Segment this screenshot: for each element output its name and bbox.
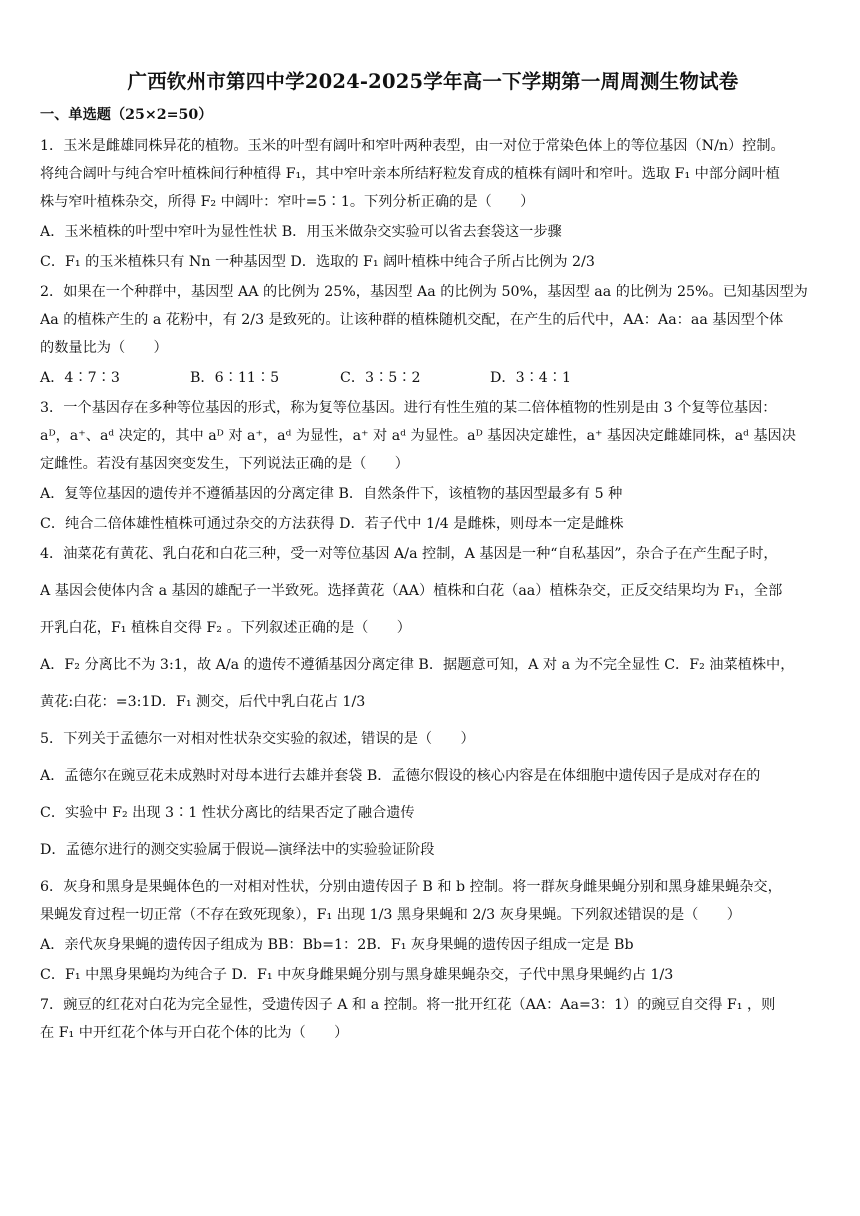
page-title: 广西钦州市第四中学2024-2025学年高一下学期第一周周测生物试卷 <box>127 70 739 93</box>
question-6 <box>40 873 826 929</box>
question-5-option-d: D．孟德尔进行的测交实验属于假说—演绎法中的实验验证阶段 <box>40 842 435 858</box>
question-text-line: aᴰ，a⁺、aᵈ 决定的，其中 aᴰ 对 a⁺，aᵈ 为显性，a⁺ 对 aᵈ 为显性。aᴰ 基因决定雄性，a⁺ 基因决定雌雄同株，aᵈ 基因决 <box>40 428 796 444</box>
question-1 <box>40 132 826 216</box>
question-4-options-line-2: 黄花:白花：=3:1D．F₁ 测交，后代中乳白花占 1/3 <box>40 694 366 710</box>
question-text-line: 5．下列关于孟德尔一对相对性状杂交实验的叙述，错误的是（ ） <box>40 731 475 747</box>
question-text-line: A 基因会使体内含 a 基因的雄配子一半致死。选择黄花（AA）植株和白花（aa）植株杂交，正反交结果均为 F₁，全部 <box>40 583 783 599</box>
question-text-line: 的数量比为（ ） <box>40 340 168 356</box>
question-text-line: 1．玉米是雌雄同株异花的植物。玉米的叶型有阔叶和窄叶两种表型，由一对位于常染色体上的等位基因（N/n）控制。 <box>40 138 785 154</box>
question-5-options-ab: A．孟德尔在豌豆花未成熟时对母本进行去雄并套袋 B．孟德尔假设的核心内容是在体细胞中遗传因子是成对存在的 <box>40 768 761 784</box>
question-text-line: 3．一个基因存在多种等位基因的形式，称为复等位基因。进行有性生殖的某二倍体植物的性别是由 3 个复等位基因： <box>40 400 777 416</box>
question-text-line: 定雌性。若没有基因突变发生，下列说法正确的是（ ） <box>40 456 409 472</box>
question-4 <box>40 540 826 642</box>
question-text-line: Aa 的植株产生的 a 花粉中，有 2/3 是致死的。让该种群的植株随机交配，在产生的后代中，AA：Aa：aa 基因型个体 <box>40 312 784 328</box>
question-text-line: 开乳白花，F₁ 植株自交得 F₂ 。下列叙述正确的是（ ） <box>40 620 411 636</box>
question-6-options-ab: A．亲代灰身果蝇的遗传因子组成为 BB：Bb=1：2B．F₁ 灰身果蝇的遗传因子组成一定是 Bb <box>40 937 634 953</box>
question-1-options-ab: A．玉米植株的叶型中窄叶为显性性状 B．用玉米做杂交实验可以省去套袋这一步骤 <box>40 224 562 240</box>
question-text-line: 果蝇发育过程一切正常（不存在致死现象），F₁ 出现 1/3 黑身果蝇和 2/3 灰身果蝇。下列叙述错误的是（ ） <box>40 907 741 923</box>
question-text-line: 2．如果在一个种群中，基因型 AA 的比例为 25%，基因型 Aa 的比例为 50%，基因型 aa 的比例为 25%。已知基因型为 <box>40 284 808 300</box>
question-4-options-line-1: A．F₂ 分离比不为 3:1，故 A/a 的遗传不遵循基因分离定律 B．据题意可知，A 对 a 为不完全显性 C．F₂ 油菜植株中， <box>40 657 795 673</box>
question-text-line: 7．豌豆的红花对白花为完全显性，受遗传因子 A 和 a 控制。将一批开红花（AA：Aa=3：1）的豌豆自交得 F₁ ，则 <box>40 997 776 1013</box>
option-d: D．3∶4∶1 <box>490 370 572 386</box>
question-5-option-c: C．实验中 F₂ 出现 3∶1 性状分离比的结果否定了融合遗传 <box>40 805 415 821</box>
option-a: A．4∶7∶3 <box>40 370 120 386</box>
question-3-options-cd: C．纯合二倍体雄性植株可通过杂交的方法获得 D．若子代中 1/4 是雌株，则母本一定是雌株 <box>40 516 624 532</box>
option-b: B．6∶11∶5 <box>190 370 280 386</box>
question-1-options-cd: C．F₁ 的玉米植株只有 Nn 一种基因型 D．选取的 F₁ 阔叶植株中纯合子所占比例为 2/3 <box>40 254 595 270</box>
question-3-options-ab: A．复等位基因的遗传并不遵循基因的分离定律 B．自然条件下，该植物的基因型最多有 5 种 <box>40 486 623 502</box>
question-text-line: 将纯合阔叶与纯合窄叶植株间行种植得 F₁，其中窄叶亲本所结籽粒发育成的植株有阔叶和窄叶。选取 F₁ 中部分阔叶植 <box>40 166 780 182</box>
question-6-options-cd: C．F₁ 中黑身果蝇均为纯合子 D．F₁ 中灰身雌果蝇分别与黑身雄果蝇杂交，子代中黑身果蝇约占 1/3 <box>40 967 674 983</box>
question-2 <box>40 278 826 362</box>
option-c: C．3∶5∶2 <box>340 370 421 386</box>
question-text-line: 在 F₁ 中开红花个体与开白花个体的比为（ ） <box>40 1025 349 1041</box>
section-heading: 一、单选题（25×2=50） <box>40 107 213 123</box>
question-text-line: 6．灰身和黑身是果蝇体色的一对相对性状，分别由遗传因子 B 和 b 控制。将一群灰身雌果蝇分别和黑身雄果蝇杂交， <box>40 879 782 895</box>
question-text-line: 株与窄叶植株杂交，所得 F₂ 中阔叶：窄叶=5∶1。下列分析正确的是（ ） <box>40 194 535 210</box>
question-5 <box>40 725 826 753</box>
question-2-options <box>40 364 826 392</box>
question-3 <box>40 394 826 478</box>
question-text-line: 4．油菜花有黄花、乳白花和白花三种，受一对等位基因 A/a 控制，A 基因是一种“自私基因”，杂合子在产生配子时， <box>40 546 778 562</box>
question-7 <box>40 991 826 1047</box>
